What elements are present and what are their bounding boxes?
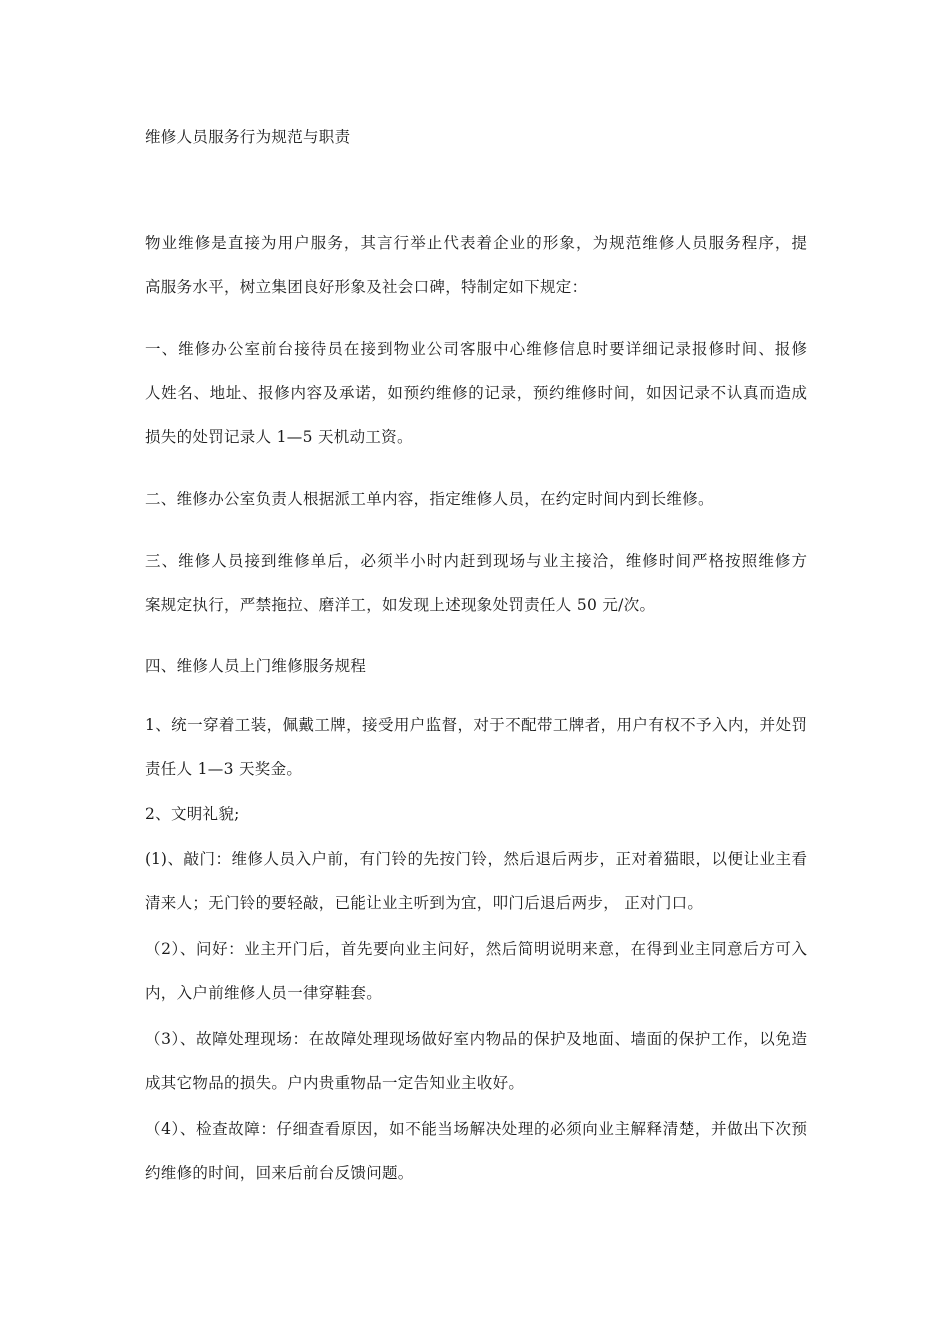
- item2-sub2-line-2: 内，入户前维修人员一律穿鞋套。: [145, 984, 383, 1002]
- document-title: 维修人员服务行为规范与职责: [145, 128, 351, 146]
- section3-line-1: 三、维修人员接到维修单后，必须半小时内赶到现场与业主接洽，维修时间严格按照维修方: [145, 552, 807, 570]
- section1-line-2: 人姓名、地址、报修内容及承诺，如预约维修的记录，预约维修时间，如因记录不认真而造成: [145, 384, 807, 402]
- item2-sub1-line-1: (1)、敲门：维修人员入户前，有门铃的先按门铃，然后退后两步，正对着猫眼，以便让业主看: [145, 850, 807, 868]
- item2-sub2-line-1: （2）、问好：业主开门后，首先要向业主问好，然后简明说明来意，在得到业主同意后方可入: [145, 940, 807, 958]
- section4-item1-line-1: 1、统一穿着工装，佩戴工牌，接受用户监督，对于不配带工牌者，用户有权不予入内，并处罚: [145, 716, 807, 734]
- section4-item2-heading: 2、文明礼貌;: [145, 805, 240, 823]
- item2-sub1-line-2: 清来人；无门铃的要轻敲，已能让业主听到为宜，叩门后退后两步， 正对门口。: [145, 894, 704, 912]
- section2-line-1: 二、维修办公室负责人根据派工单内容，指定维修人员，在约定时间内到长维修。: [145, 490, 714, 508]
- section4-item1-line-2: 责任人 1—3 天奖金。: [145, 760, 303, 778]
- item2-sub4-line-2: 约维修的时间，回来后前台反馈问题。: [145, 1164, 414, 1182]
- item2-sub3-line-1: （3）、故障处理现场：在故障处理现场做好室内物品的保护及地面、墙面的保护工作，以免造: [145, 1030, 807, 1048]
- intro-line-2: 高服务水平，树立集团良好形象及社会口碑，特制定如下规定：: [145, 278, 588, 296]
- item2-sub4-line-1: （4）、检查故障：仔细查看原因，如不能当场解决处理的必须向业主解释清楚，并做出下次预: [145, 1120, 807, 1138]
- section4-heading: 四、维修人员上门维修服务规程: [145, 657, 367, 675]
- intro-line-1: 物业维修是直接为用户服务，其言行举止代表着企业的形象，为规范维修人员服务程序，提: [145, 234, 807, 252]
- item2-sub3-line-2: 成其它物品的损失。户内贵重物品一定告知业主收好。: [145, 1074, 525, 1092]
- section1-line-1: 一、维修办公室前台接待员在接到物业公司客服中心维修信息时要详细记录报修时间、报修: [145, 340, 807, 358]
- section3-line-2: 案规定执行，严禁拖拉、磨洋工，如发现上述现象处罚责任人 50 元/次。: [145, 596, 656, 614]
- section1-line-3: 损失的处罚记录人 1—5 天机动工资。: [145, 428, 413, 446]
